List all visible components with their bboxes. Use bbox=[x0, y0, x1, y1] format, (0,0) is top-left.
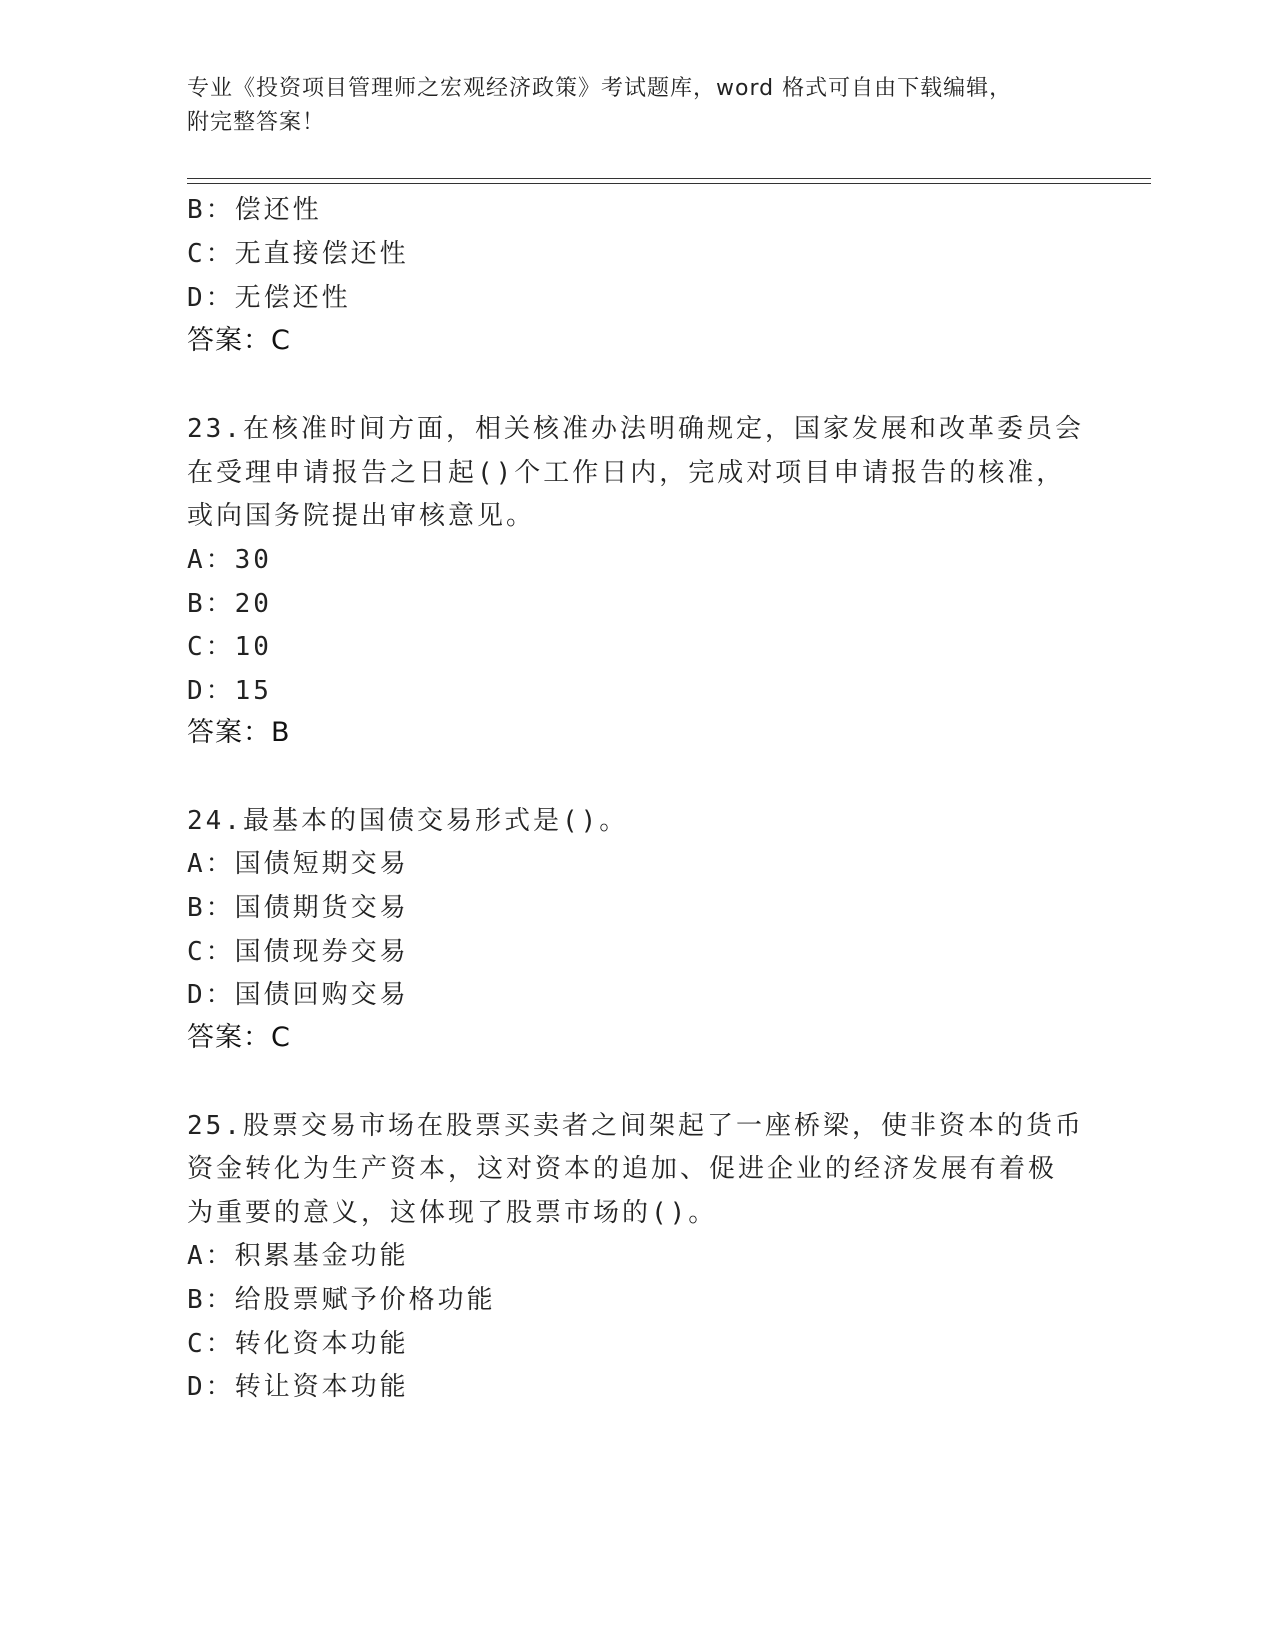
document-header bbox=[187, 72, 1087, 140]
q23-option-a: A：30 bbox=[187, 545, 272, 575]
header-line-1: 专业《投资项目管理师之宏观经济政策》考试题库，word 格式可自由下载编辑， bbox=[187, 76, 1013, 101]
prev-option-d: D：无偿还性 bbox=[187, 283, 351, 313]
q24-option-d: D：国债回购交易 bbox=[187, 980, 409, 1010]
q24-option-b: B：国债期货交易 bbox=[187, 893, 409, 923]
q23-stem-line-2: 在受理申请报告之日起()个工作日内，完成对项目申请报告的核准， bbox=[187, 458, 1066, 488]
q25-stem-line-3: 为重要的意义，这体现了股票市场的()。 bbox=[187, 1198, 718, 1228]
q25-option-a: A：积累基金功能 bbox=[187, 1241, 409, 1271]
q23-answer: 答案：B bbox=[187, 717, 291, 748]
prev-option-c: C：无直接偿还性 bbox=[187, 239, 409, 269]
q25-option-c: C：转化资本功能 bbox=[187, 1329, 409, 1359]
prev-answer: 答案：C bbox=[187, 325, 291, 356]
q25-option-d: D：转让资本功能 bbox=[187, 1372, 409, 1402]
header-line-2: 附完整答案！ bbox=[187, 110, 326, 135]
q25-stem-line-2: 资金转化为生产资本，这对资本的追加、促进企业的经济发展有着极 bbox=[187, 1154, 1058, 1184]
q24-answer: 答案：C bbox=[187, 1022, 291, 1053]
q23-option-c: C：10 bbox=[187, 632, 272, 662]
q23-option-b: B：20 bbox=[187, 589, 272, 619]
q24-option-c: C：国债现券交易 bbox=[187, 937, 409, 967]
header-divider-top bbox=[187, 178, 1151, 179]
q23-stem-line-3: 或向国务院提出审核意见。 bbox=[187, 501, 536, 531]
q24-stem-line-1: 24.最基本的国债交易形式是()。 bbox=[187, 806, 629, 836]
q25-stem-line-1: 25.股票交易市场在股票买卖者之间架起了一座桥梁，使非资本的货币 bbox=[187, 1111, 1084, 1141]
header-divider-bottom bbox=[187, 183, 1151, 184]
prev-option-b: B：偿还性 bbox=[187, 195, 322, 225]
q23-stem-line-1: 23.在核准时间方面，相关核准办法明确规定，国家发展和改革委员会 bbox=[187, 414, 1084, 444]
q23-option-d: D：15 bbox=[187, 676, 272, 706]
q25-option-b: B：给股票赋予价格功能 bbox=[187, 1285, 496, 1315]
q24-option-a: A：国债短期交易 bbox=[187, 849, 409, 879]
